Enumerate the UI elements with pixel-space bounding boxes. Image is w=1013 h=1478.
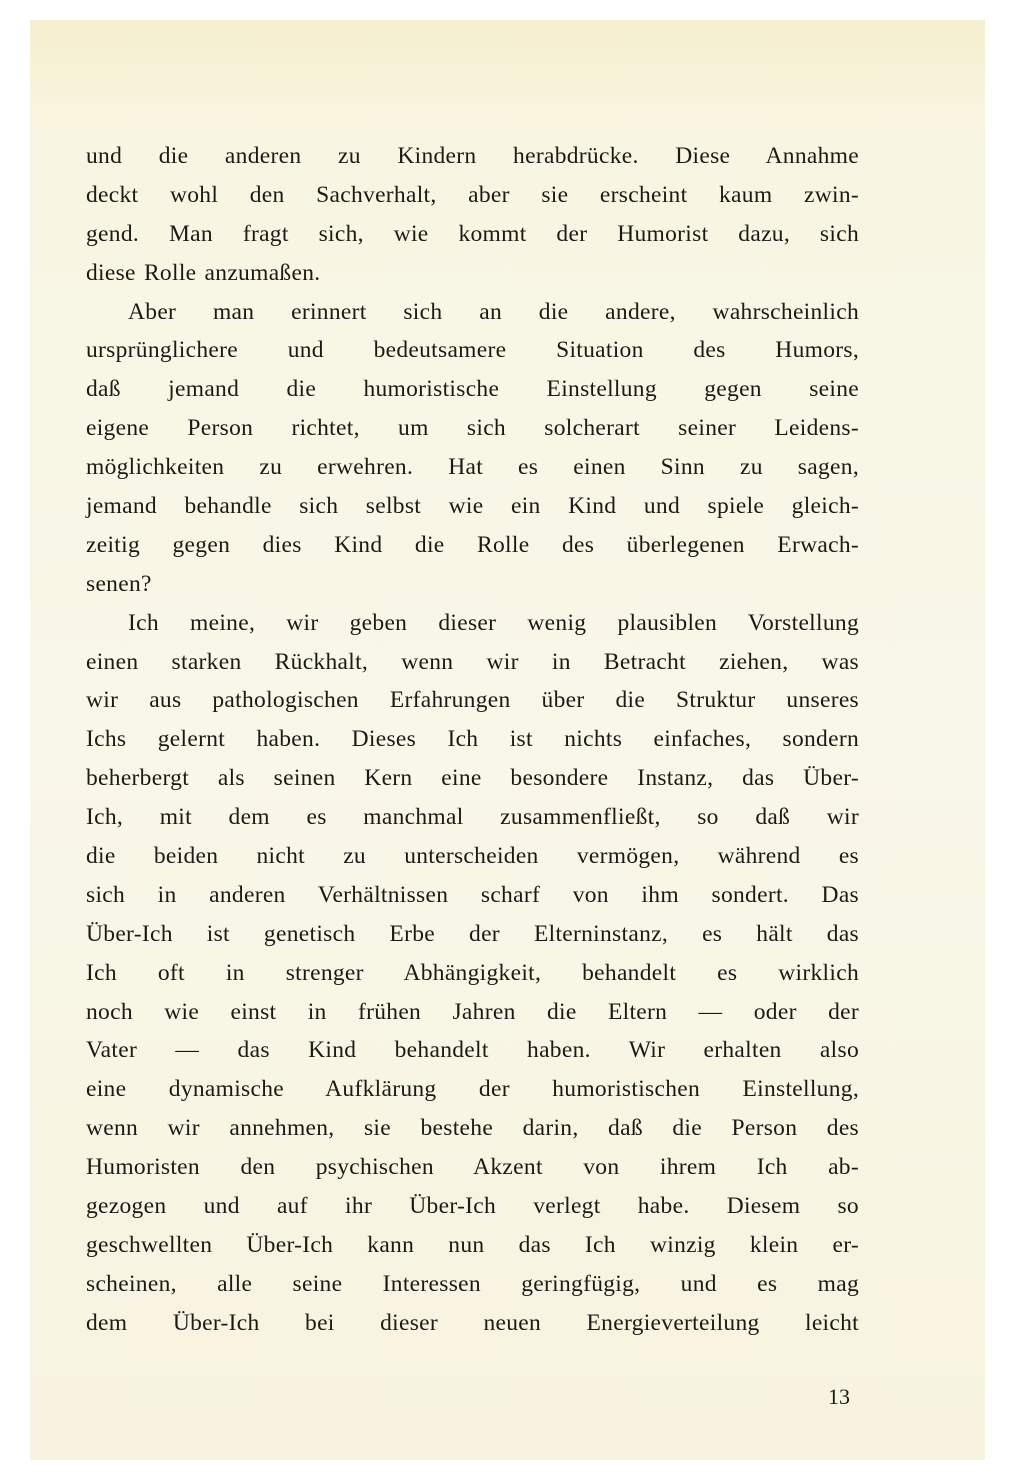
text-line: diese Rolle anzumaßen.: [86, 259, 321, 286]
text-line: wenn wir annehmen, sie bestehe darin, daß die Person des: [86, 1115, 859, 1142]
text-line: eigene Person richtet, um sich solcherart seiner Leidens-: [86, 415, 859, 442]
text-line: Ich oft in strenger Abhängigkeit, behandelt es wirklich: [86, 959, 859, 986]
text-line: gend. Man fragt sich, wie kommt der Humorist dazu, sich: [86, 220, 859, 247]
text-line: die beiden nicht zu unterscheiden vermögen, während es: [86, 843, 859, 870]
text-line: senen?: [86, 570, 152, 597]
text-line: Ich, mit dem es manchmal zusammenfließt, so daß wir: [86, 804, 859, 831]
text-line: gezogen und auf ihr Über-Ich verlegt habe. Diesem so: [86, 1193, 859, 1220]
text-line: jemand behandle sich selbst wie ein Kind und spiele gleich-: [86, 493, 859, 520]
text-line: zeitig gegen dies Kind die Rolle des überlegenen Erwach-: [86, 531, 859, 558]
text-line: Ichs gelernt haben. Dieses Ich ist nichts einfaches, sondern: [86, 726, 859, 753]
text-line: beherbergt als seinen Kern eine besondere Instanz, das Über-: [86, 765, 859, 792]
text-line: wir aus pathologischen Erfahrungen über die Struktur unseres: [86, 687, 859, 714]
text-line: Humoristen den psychischen Akzent von ihrem Ich ab-: [86, 1154, 859, 1181]
text-line: und die anderen zu Kindern herabdrücke. Diese Annahme: [86, 143, 859, 169]
text-line: sich in anderen Verhältnissen scharf von ihm sondert. Das: [86, 881, 859, 908]
text-line: eine dynamische Aufklärung der humoristischen Einstellung,: [86, 1076, 859, 1103]
text-line: deckt wohl den Sachverhalt, aber sie erscheint kaum zwin-: [86, 181, 859, 208]
text-line: geschwellten Über-Ich kann nun das Ich winzig klein er-: [86, 1231, 859, 1258]
text-line: Vater — das Kind behandelt haben. Wir erhalten also: [86, 1037, 859, 1064]
text-line: ursprünglichere und bedeutsamere Situation des Humors,: [86, 337, 859, 364]
text-line: daß jemand die humoristische Einstellung gegen seine: [86, 376, 859, 403]
text-line: dem Über-Ich bei dieser neuen Energieverteilung leicht: [86, 1309, 859, 1336]
text-line: noch wie einst in frühen Jahren die Eltern — oder der: [86, 998, 859, 1025]
text-line: einen starken Rückhalt, wenn wir in Betracht ziehen, was: [86, 648, 859, 675]
page-number: 13: [828, 1384, 850, 1409]
text-line: scheinen, alle seine Interessen geringfügig, und es mag: [86, 1270, 859, 1297]
text-line: Ich meine, wir geben dieser wenig plausiblen Vorstellung: [128, 609, 859, 636]
body-text: [86, 137, 859, 1343]
text-line: Über-Ich ist genetisch Erbe der Elterninstanz, es hält das: [86, 920, 859, 947]
text-line: möglichkeiten zu erwehren. Hat es einen Sinn zu sagen,: [86, 454, 859, 481]
text-line: Aber man erinnert sich an die andere, wahrscheinlich: [128, 298, 859, 325]
